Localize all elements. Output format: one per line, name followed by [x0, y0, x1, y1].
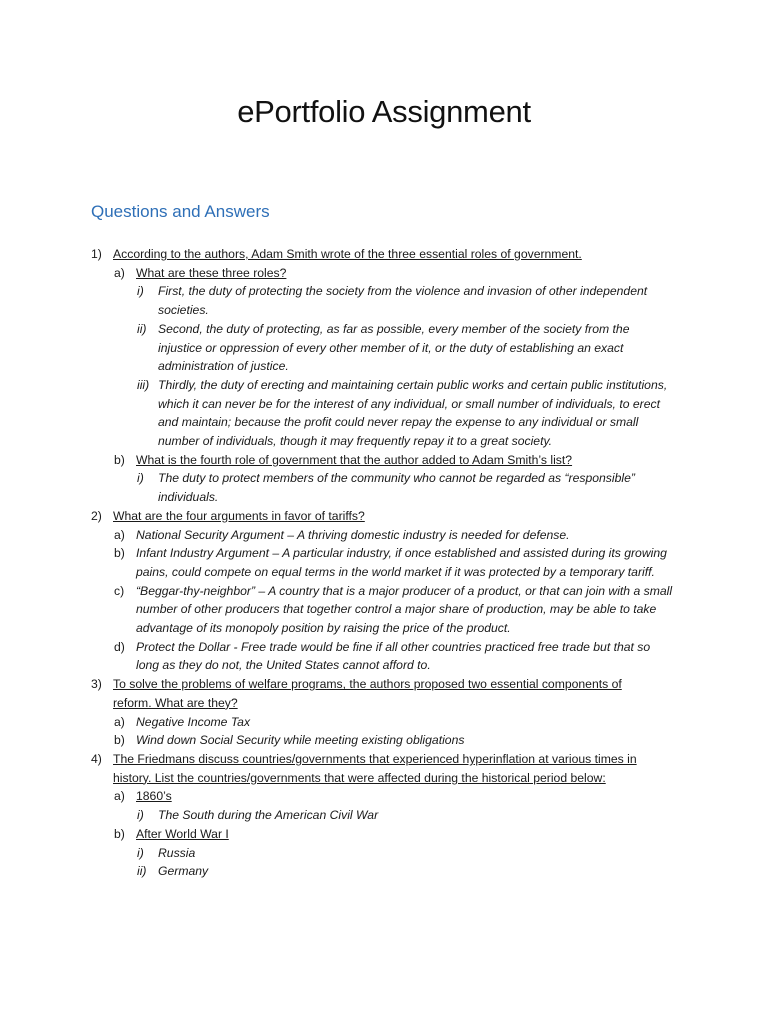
question-text: To solve the problems of welfare programs, the authors proposed two essential components of reform. What are they? — [113, 677, 622, 710]
section-heading: Questions and Answers — [91, 202, 270, 221]
question-text: What are the four arguments in favor of tariffs? — [113, 508, 365, 523]
question-number: 2) — [91, 508, 102, 523]
question-number: 4) — [91, 751, 102, 766]
answer-item — [0, 844, 768, 863]
answer-item — [0, 731, 768, 750]
answer-text: Wind down Social Security while meeting existing obligations — [136, 733, 465, 748]
sub-question-text: After World War I — [136, 826, 229, 841]
answer-text: Protect the Dollar - Free trade would be fine if all other countries practiced free trade but that so long as they do not, the United States cannot afford to. — [136, 639, 651, 673]
answer-item — [0, 282, 768, 319]
question-4 — [0, 750, 768, 787]
sub-question — [0, 787, 768, 806]
sub-question — [0, 264, 768, 283]
question-number: 3) — [91, 677, 102, 692]
sub-question-marker: b) — [114, 452, 125, 467]
answer-text: The duty to protect members of the community who cannot be regarded as “responsible” individuals. — [158, 471, 635, 505]
sub-question-text: 1860’s — [136, 789, 172, 804]
sub-question-text: What is the fourth role of government that the author added to Adam Smith’s list? — [136, 452, 573, 467]
question-text: The Friedmans discuss countries/governments that experienced hyperinflation at various times in history. List the countries/governments that were affected during the historical period below: — [113, 751, 637, 785]
answer-marker: a) — [114, 527, 125, 542]
answer-marker: ii) — [137, 864, 147, 879]
answer-item — [0, 526, 768, 545]
qa-list — [0, 245, 768, 881]
answer-item — [0, 713, 768, 732]
answer-text: National Security Argument – A thriving domestic industry is needed for defense. — [136, 527, 570, 542]
answer-item — [0, 582, 768, 638]
answer-marker: i) — [137, 471, 144, 486]
sub-question-text: What are these three roles? — [136, 265, 287, 280]
sub-question — [0, 825, 768, 844]
answer-marker: ii) — [137, 321, 147, 336]
answer-item — [0, 544, 768, 581]
answer-text: Germany — [158, 864, 209, 879]
sub-question — [0, 451, 768, 470]
answer-item — [0, 320, 768, 376]
answer-item — [0, 638, 768, 675]
answer-text: First, the duty of protecting the society from the violence and invasion of other independent societies. — [158, 284, 648, 318]
question-2 — [0, 507, 768, 526]
answer-marker: a) — [114, 714, 125, 729]
answer-text: Negative Income Tax — [136, 714, 251, 729]
answer-marker: i) — [137, 845, 144, 860]
page-title: ePortfolio Assignment — [237, 94, 531, 129]
answer-marker: iii) — [137, 377, 150, 392]
question-text: According to the authors, Adam Smith wrote of the three essential roles of government. — [113, 247, 582, 261]
answer-marker: i) — [137, 808, 144, 823]
answer-item — [0, 376, 768, 451]
answer-marker: c) — [114, 583, 125, 598]
sub-question-marker: a) — [114, 789, 125, 804]
answer-item — [0, 806, 768, 825]
answer-marker: i) — [137, 284, 144, 299]
question-1 — [0, 245, 768, 264]
question-3 — [0, 675, 768, 712]
answer-marker: b) — [114, 733, 125, 748]
answer-marker: b) — [114, 546, 125, 561]
answer-text: Infant Industry Argument – A particular industry, if once established and assisted during its growing pains, could compete on equal terms in the world market if it was protected by a temporary tariff. — [136, 546, 667, 579]
answer-marker: d) — [114, 639, 125, 654]
question-number: 1) — [91, 247, 102, 261]
answer-item — [0, 469, 768, 506]
sub-question-marker: b) — [114, 826, 125, 841]
answer-text: Russia — [158, 845, 196, 860]
answer-text: “Beggar-thy-neighbor” – A country that is a major producer of a product, or that can join with a small number of other producers that together control a major share of production, may be able to take advantage of its monopoly position by raising the price of the product. — [136, 583, 673, 636]
answer-text: The South during the American Civil War — [158, 808, 379, 823]
sub-question-marker: a) — [114, 265, 125, 280]
answer-text: Second, the duty of protecting, as far as possible, every member of the society from the injustice or oppression of every other member of it, or the duty of establishing an exact administration of justice. — [158, 321, 630, 374]
answer-item — [0, 862, 768, 881]
answer-text: Thirdly, the duty of erecting and maintaining certain public works and certain public institutions, which it can never be for the interest of any individual, or small number of individuals, to erect and maintain; because the profit could never repay the expense to any individual or small number of individuals, though it may frequently repay it to a great society. — [158, 377, 668, 449]
